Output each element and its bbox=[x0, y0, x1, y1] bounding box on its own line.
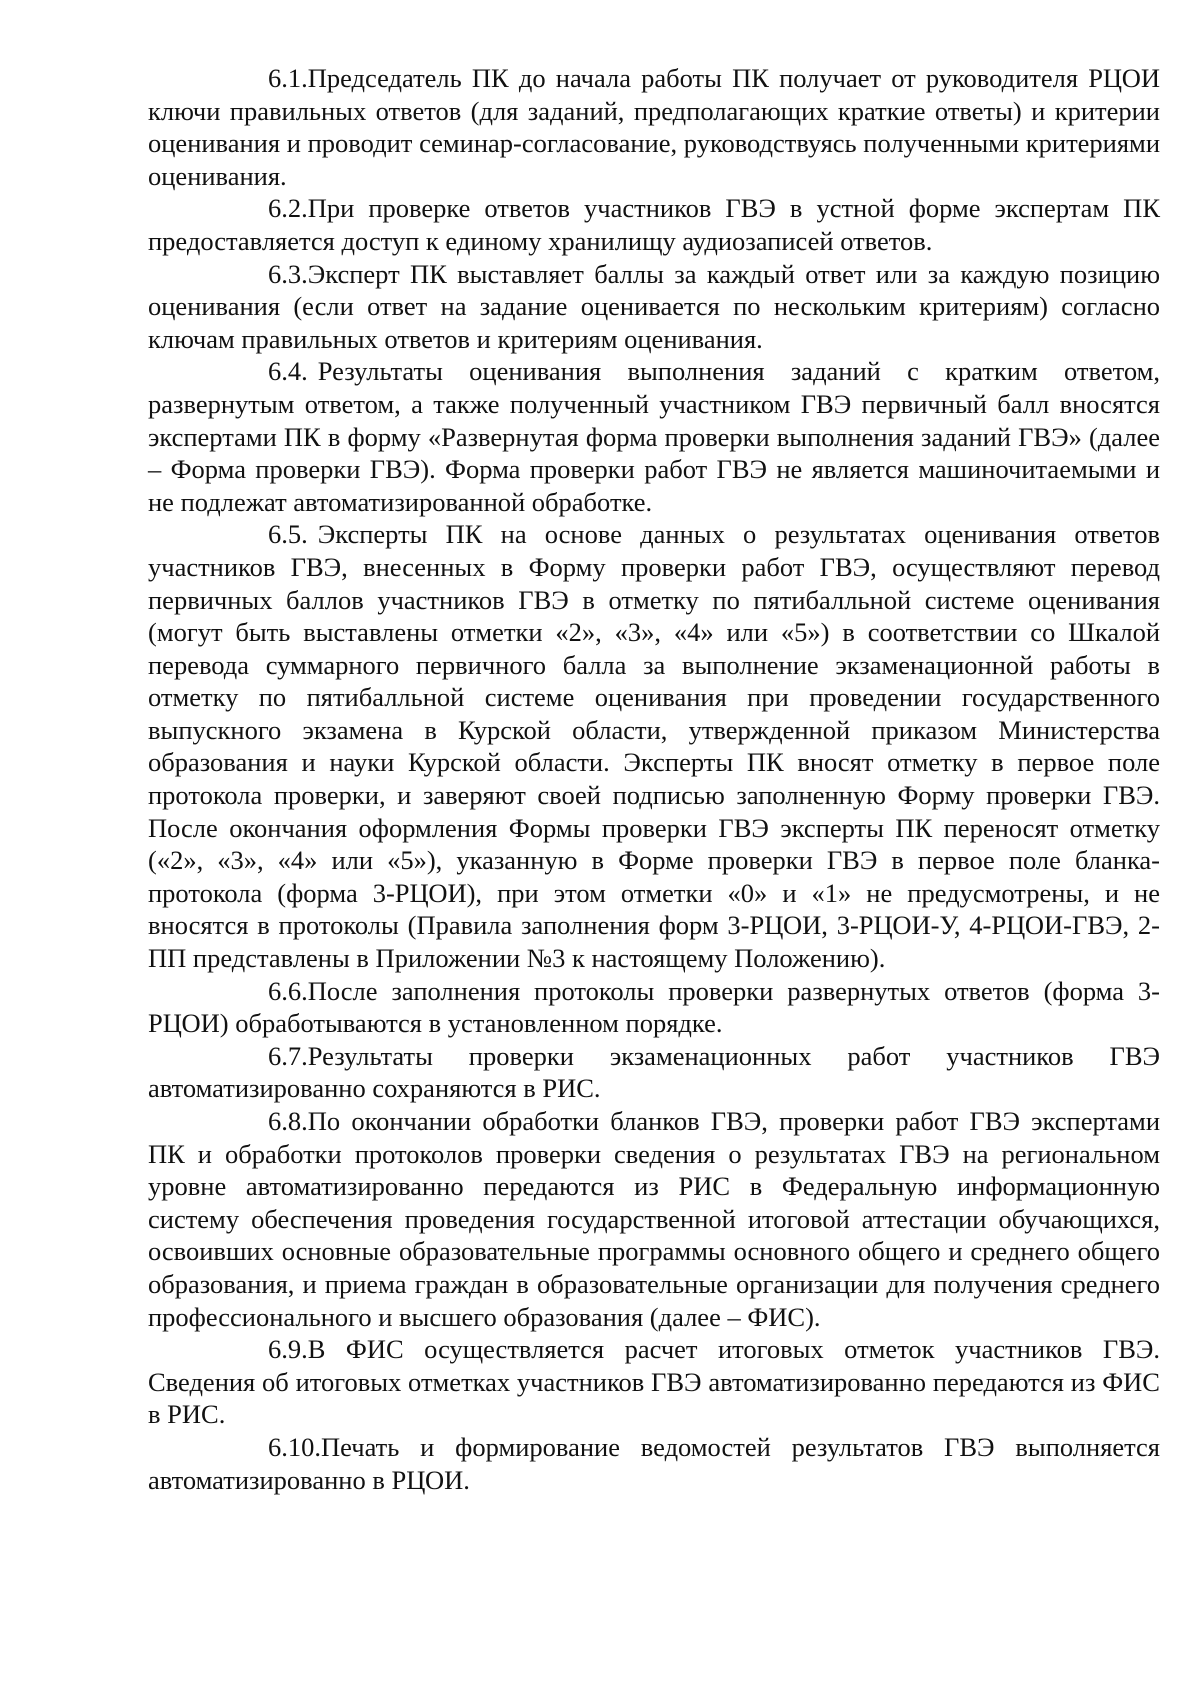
paragraph-number: 6.3. bbox=[268, 258, 308, 289]
paragraph-6-9 bbox=[148, 1333, 1160, 1431]
document-page bbox=[148, 62, 1160, 1496]
paragraph-number: 6.7. bbox=[268, 1040, 308, 1071]
paragraph-text: Эксперты ПК на основе данных о результатах оценивания ответов участников ГВЭ, внесенных в Форму проверки работ ГВЭ, осуществляют перевод первичных баллов участников ГВЭ в отметку по пятибалльной системе оценивания (могут быть выставлены отметки «2», «3», «4» или «5») в соответствии со Шкалой перевода суммарного первичного балла за выполнение экзаменационной работы в отметку по пятибалльной системе оценивания при проведении государственного выпускного экзамена в Курской области, утвержденной приказом Министерства образования и науки Курской области. Эксперты ПК вносят отметку в первое поле протокола проверки, и заверяют своей подписью заполненную Форму проверки ГВЭ. После окончания оформления Формы проверки ГВЭ эксперты ПК переносят отметку («2», «3», «4» или «5»), указанную в Форме проверки ГВЭ в первое поле бланка-протокола (форма 3-РЦОИ), при этом отметки «0» и «1» не предусмотрены, и не вносятся в протоколы (Правила заполнения форм 3-РЦОИ, 3-РЦОИ-У, 4-РЦОИ-ГВЭ, 2-ПП представлены в Приложении №3 к настоящему Положению). bbox=[148, 519, 1160, 974]
paragraph-number: 6.6. bbox=[268, 975, 308, 1006]
paragraph-6-3 bbox=[148, 258, 1160, 356]
paragraph-6-8 bbox=[148, 1105, 1160, 1333]
paragraph-text: Результаты оценивания выполнения заданий с кратким ответом, развернутым ответом, а также полученный участником ГВЭ первичный балл вносятся экспертами ПК в форму «Развернутая форма проверки выполнения заданий ГВЭ» (далее – Форма проверки ГВЭ). Форма проверки работ ГВЭ не является машиночитаемыми и не подлежат автоматизированной обработке. bbox=[148, 356, 1160, 517]
paragraph-6-10 bbox=[148, 1431, 1160, 1496]
paragraph-6-4 bbox=[148, 355, 1160, 518]
paragraph-text: Эксперт ПК выставляет баллы за каждый ответ или за каждую позицию оценивания (если ответ на задание оценивается по нескольким критериям) согласно ключам правильных ответов и критериям оценивания. bbox=[148, 258, 1160, 354]
paragraph-6-2 bbox=[148, 192, 1160, 257]
paragraph-6-1 bbox=[148, 62, 1160, 192]
paragraph-text: В ФИС осуществляется расчет итоговых отметок участников ГВЭ. Сведения об итоговых отметках участников ГВЭ автоматизированно передаются из ФИС в РИС. bbox=[148, 1334, 1160, 1430]
paragraph-text: При проверке ответов участников ГВЭ в устной форме экспертам ПК предоставляется доступ к единому хранилищу аудиозаписей ответов. bbox=[148, 193, 1160, 256]
paragraph-number: 6.5. bbox=[268, 519, 308, 550]
paragraph-text: Печать и формирование ведомостей результатов ГВЭ выполняется автоматизированно в РЦОИ. bbox=[148, 1431, 1160, 1495]
paragraph-6-6 bbox=[148, 975, 1160, 1040]
paragraph-6-7 bbox=[148, 1040, 1160, 1105]
paragraph-number: 6.1. bbox=[268, 63, 308, 93]
paragraph-number: 6.4. bbox=[268, 356, 308, 387]
paragraph-number: 6.2. bbox=[268, 193, 308, 224]
paragraph-number: 6.9. bbox=[268, 1334, 308, 1365]
paragraph-text: После заполнения протоколы проверки развернутых ответов (форма 3-РЦОИ) обработываются в установленном порядке. bbox=[148, 975, 1160, 1039]
paragraph-6-5 bbox=[148, 518, 1160, 974]
paragraph-text: Результаты проверки экзаменационных работ участников ГВЭ автоматизированно сохраняются в РИС. bbox=[148, 1040, 1160, 1104]
paragraph-number: 6.8. bbox=[268, 1106, 308, 1136]
paragraph-number: 6.10. bbox=[268, 1431, 321, 1462]
paragraph-text: По окончании обработки бланков ГВЭ, проверки работ ГВЭ экспертами ПК и обработки протоколов проверки сведения о результатах ГВЭ на региональном уровне автоматизированно передаются из РИС в Федеральную информационную систему обеспечения проведения государственной итоговой аттестации обучающихся, освоивших основные образовательные программы основного общего и среднего общего образования, и приема граждан в образовательные организации для получения среднего профессионального и высшего образования (далее – ФИС). bbox=[148, 1106, 1160, 1332]
paragraph-text: Председатель ПК до начала работы ПК получает от руководителя РЦОИ ключи правильных ответов (для заданий, предполагающих краткие ответы) и критерии оценивания и проводит семинар-согласование, руководствуясь полученными критериями оценивания. bbox=[148, 63, 1160, 191]
